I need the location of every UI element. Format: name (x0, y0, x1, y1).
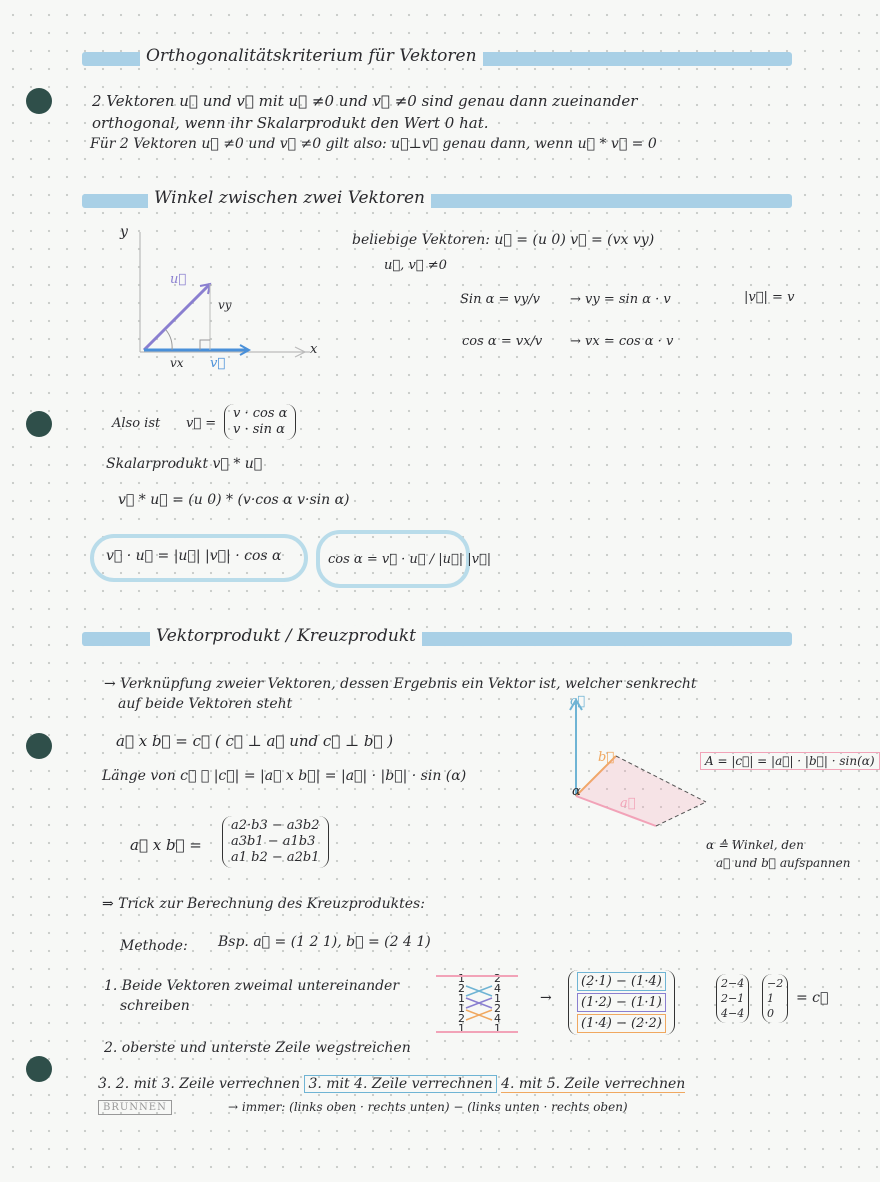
col-entry: 1 (458, 972, 465, 985)
col-entry: 2 (458, 1012, 465, 1025)
alpha-note: a⃗ und b⃗ aufspannen (716, 856, 851, 870)
binder-hole (26, 411, 52, 437)
col-entry: 1 (494, 1022, 501, 1035)
binder-hole (26, 733, 52, 759)
text-line: v⃗ = (186, 416, 217, 431)
vector-label-v: v⃗ (210, 356, 226, 371)
text-line: v⃗ * u⃗ = (u 0) * (v·cos α v·sin α) (118, 492, 350, 508)
matrix-row: a1 b2 − a2b1 (231, 850, 320, 865)
text-line: → Verknüpfung zweier Vektoren, dessen Ergebnis ein Vektor ist, welcher senkrecht (104, 676, 697, 692)
section-title: Orthogonalitätskriterium für Vektoren (140, 46, 483, 66)
result-eq: = c⃗ (796, 990, 829, 1006)
matrix-row: 0 (767, 1007, 774, 1020)
diagram-label-c: c⃗ (570, 694, 586, 709)
step-3 (98, 1076, 685, 1092)
matrix-row: 1 (767, 992, 774, 1005)
vector-v-matrix (224, 404, 296, 440)
text-line: auf beide Vektoren steht (118, 696, 293, 712)
text-line: 2 Vektoren u⃗ und v⃗ mit u⃗ ≠0 und v⃗ ≠0 sind genau dann zueinander (92, 92, 638, 110)
cross-product-matrix (222, 816, 329, 868)
text-line: Länge von c⃗ ≙ |c⃗| = |a⃗ x b⃗| = |a⃗| · |b⃗| · sin (α) (102, 768, 467, 784)
text-line: u⃗, v⃗ ≠0 (384, 258, 447, 273)
col-entry: 2 (494, 972, 501, 985)
text-line: orthogonal, wenn ihr Skalarprodukt den Wert 0 hat. (92, 114, 489, 132)
result-matrix-1 (716, 974, 749, 1023)
matrix-row: 2−1 (721, 992, 745, 1005)
col-entry: 1 (494, 992, 501, 1005)
matrix-row: v · sin α (233, 422, 285, 437)
alpha-note: α ≙ Winkel, den (706, 838, 804, 852)
text-line: a⃗ x b⃗ = (130, 836, 202, 854)
text-line: beliebige Vektoren: u⃗ = (u 0) v⃗ = (vx vy) (352, 232, 655, 248)
step-3b: 3. mit 4. Zeile verrechnen (304, 1075, 496, 1093)
formula-highlight: cos α = v⃗ · u⃗ / |u⃗| |v⃗| (328, 552, 492, 567)
col-entry: 4 (494, 1012, 501, 1025)
vector-label-u: u⃗ (170, 272, 187, 287)
matrix-row: 4−4 (721, 1007, 745, 1020)
calc-row: (2·1) − (1·4) (577, 972, 666, 991)
formula-cos: cos α = vx/v (462, 334, 543, 349)
calc-block (568, 970, 675, 1035)
label-vy: vy (218, 298, 232, 312)
matrix-row: −2 (767, 977, 784, 990)
formula-sin: Sin α = vy/v (460, 292, 540, 307)
step-3c: 4. mit 5. Zeile verrechnen (501, 1076, 686, 1092)
diagram-label-alpha: α (572, 784, 581, 799)
area-formula-text: A = |c⃗| = |a⃗| · |b⃗| · sin(α) (705, 754, 875, 768)
brand-logo: BRUNNEN (98, 1100, 172, 1115)
crossing-lines (432, 972, 522, 1036)
result-matrix-2 (762, 974, 788, 1023)
col-entry: 4 (494, 982, 501, 995)
text-line: Für 2 Vektoren u⃗ ≠0 und v⃗ ≠0 gilt also: u⃗⊥v⃗ genau dann, wenn u⃗ * v⃗ = 0 (90, 136, 657, 152)
text-line: Bsp. a⃗ = (1 2 1), b⃗ = (2 4 1) (218, 934, 431, 950)
matrix-row: a2·b3 − a3b2 (231, 818, 320, 833)
formula-sin-result: → vy = sin α · v (570, 292, 671, 307)
matrix-row: 2−4 (721, 977, 745, 990)
text-line: 2. oberste und unterste Zeile wegstreichen (104, 1040, 411, 1056)
text-line: Methode: (120, 938, 188, 954)
col-entry: 1 (458, 1002, 465, 1015)
axis-label-y: y (120, 224, 128, 240)
section-title: Winkel zwischen zwei Vektoren (148, 188, 431, 208)
text-line: a⃗ x b⃗ = c⃗ ( c⃗ ⊥ a⃗ und c⃗ ⊥ b⃗ ) (116, 732, 394, 750)
calc-row: (1·2) − (1·1) (577, 993, 666, 1012)
col-entry: 1 (458, 992, 465, 1005)
text-line: ⇒ Trick zur Berechnung des Kreuzproduktes: (102, 896, 425, 912)
area-formula (700, 752, 880, 770)
arrow: → (540, 990, 552, 1006)
text-line: Also ist (112, 416, 161, 431)
diagram-label-b: b⃗ (598, 750, 615, 765)
text-line: schreiben (120, 998, 190, 1014)
label-vx: vx (170, 356, 184, 370)
section-title: Vektorprodukt / Kreuzprodukt (150, 626, 422, 646)
text-line: Skalarprodukt v⃗ * u⃗ (106, 456, 263, 472)
axis-label-x: x (310, 342, 318, 357)
col-entry: 2 (494, 1002, 501, 1015)
text-line: → immer: (links oben · rechts unten) − (links unten · rechts oben) (228, 1100, 628, 1114)
col-entry: 2 (458, 982, 465, 995)
binder-hole (26, 88, 52, 114)
text-line: 1. Beide Vektoren zweimal untereinander (104, 978, 400, 994)
col-entry: 1 (458, 1022, 465, 1035)
formula-highlight: v⃗ · u⃗ = |u⃗| |v⃗| · cos α (106, 548, 282, 564)
step-3a: 3. 2. mit 3. Zeile verrechnen (98, 1076, 300, 1092)
formula-norm: |v⃗| = v (744, 290, 795, 305)
binder-hole (26, 1056, 52, 1082)
matrix-row: a3b1 − a1b3 (231, 834, 316, 849)
calc-row: (1·4) − (2·2) (577, 1014, 666, 1033)
diagram-label-a: a⃗ (620, 796, 636, 811)
formula-cos-result: → vx = cos α · v (570, 334, 674, 349)
cross-product-diagram (556, 696, 716, 836)
matrix-row: v · cos α (233, 406, 288, 421)
